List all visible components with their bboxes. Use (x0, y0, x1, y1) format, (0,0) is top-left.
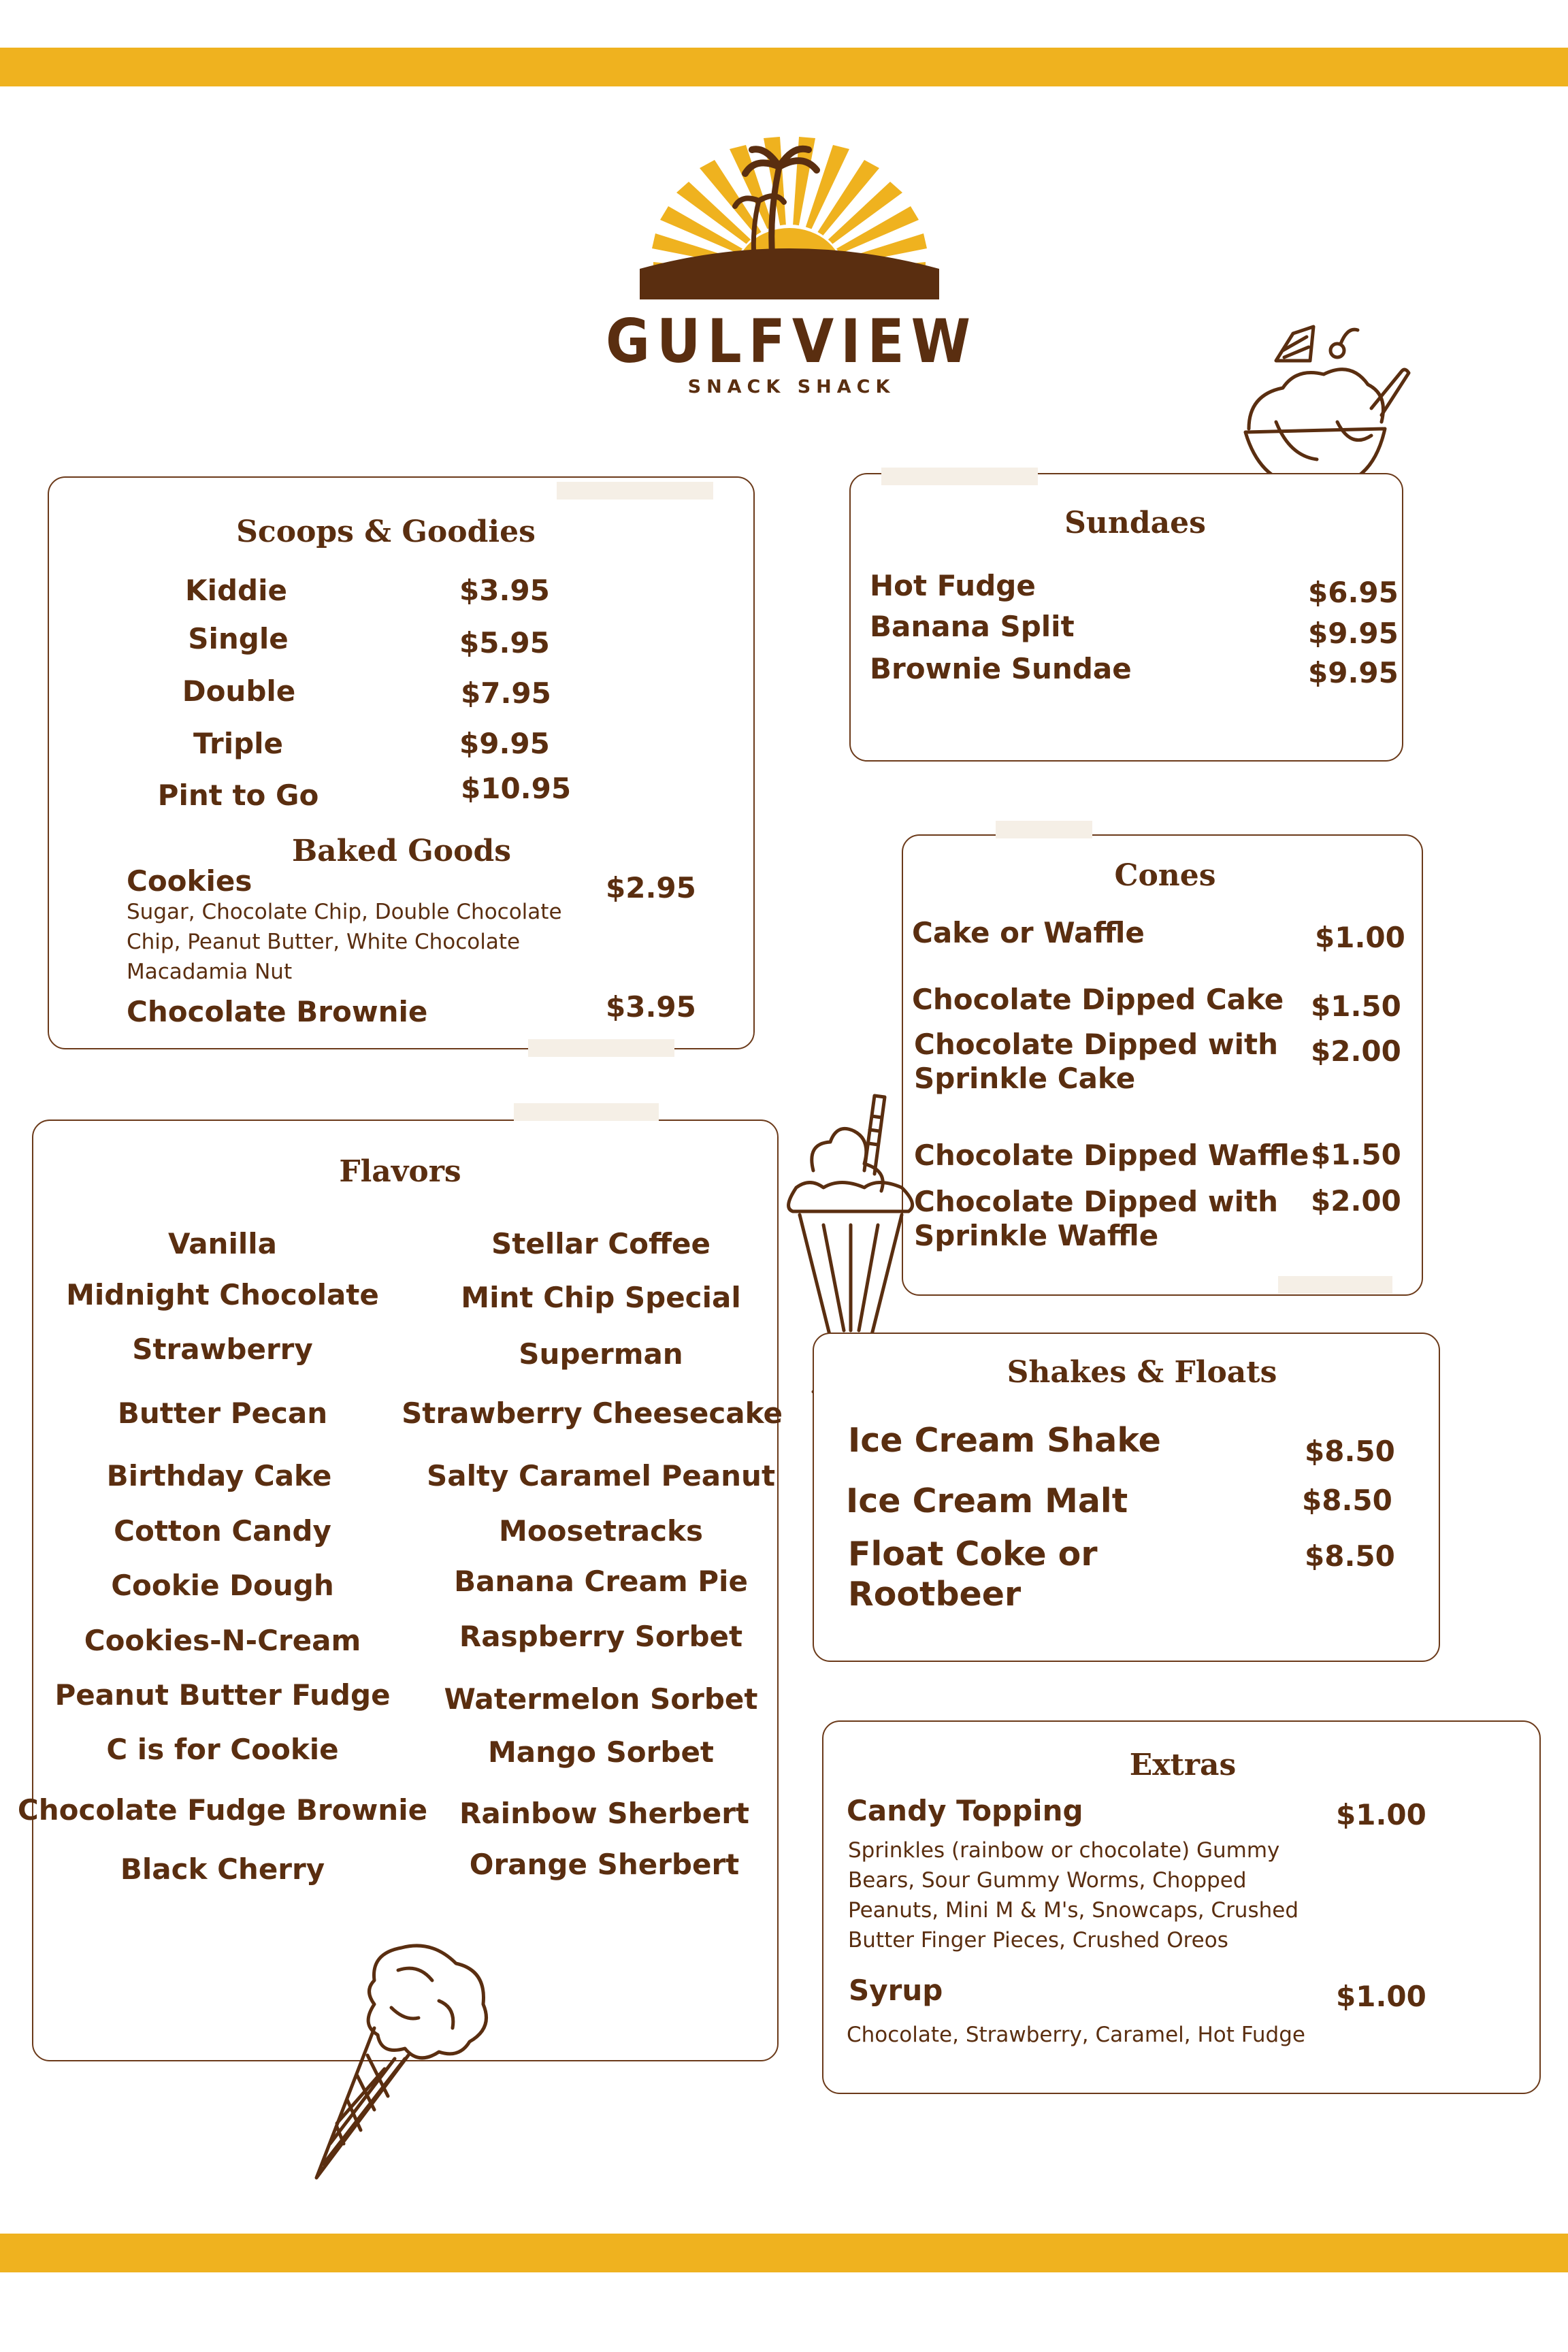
sundae-item-name: Hot Fudge (870, 569, 1036, 602)
cone-item-price: $1.50 (1311, 1138, 1401, 1171)
scoop-item-price: $9.95 (459, 727, 550, 760)
flavor-item: Raspberry Sorbet (459, 1620, 743, 1653)
baked-title: Baked Goods (291, 834, 512, 868)
sundae-item-price: $9.95 (1308, 656, 1399, 689)
cookies-name: Cookies (127, 864, 252, 898)
flavor-item: Strawberry (132, 1333, 313, 1366)
sundae-item-price: $9.95 (1308, 617, 1399, 650)
sundaes-title: Sundaes (1064, 506, 1206, 540)
brownie-price: $3.95 (606, 990, 696, 1024)
cone-item-name: Chocolate Dipped Cake (912, 983, 1284, 1016)
cookies-description: Sugar, Chocolate Chip, Double Chocolate Chip, Peanut Butter, White Chocolate Macadamia Nut (127, 900, 562, 985)
flavor-item: Moosetracks (499, 1514, 703, 1548)
flavor-item: Chocolate Fudge Brownie (17, 1793, 428, 1827)
shake-item-price: $8.50 (1305, 1539, 1395, 1573)
flavor-item: Cookie Dough (111, 1569, 334, 1602)
flavor-item: Butter Pecan (117, 1396, 328, 1430)
scoop-item-name: Kiddie (185, 574, 287, 607)
sun-palm-logo-icon (633, 119, 946, 310)
sundae-item-name: Brownie Sundae (870, 652, 1132, 685)
brand-tagline: SNACK SHACK (687, 376, 896, 397)
shake-item-price: $8.50 (1305, 1435, 1395, 1468)
cones-title: Cones (1114, 858, 1216, 893)
cone-item-name: Chocolate Dipped with Sprinkle Waffle (914, 1185, 1278, 1253)
flavor-item: Cotton Candy (114, 1514, 331, 1548)
candy-topping-name: Candy Topping (847, 1794, 1083, 1827)
scoops-title: Scoops & Goodies (236, 514, 536, 549)
tape-decoration (528, 1039, 674, 1057)
syrup-price: $1.00 (1336, 1980, 1426, 2013)
tape-decoration (557, 482, 713, 500)
scoop-item-name: Double (182, 674, 296, 708)
cone-item-price: $1.50 (1311, 990, 1401, 1023)
cone-item-price: $2.00 (1311, 1034, 1401, 1068)
flavor-item: Salty Caramel Peanut (426, 1459, 776, 1492)
candy-topping-description: Sprinkles (rainbow or chocolate) Gummy Bears, Sour Gummy Worms, Chopped Peanuts, Mini M & M's, Snowcaps, Crushed Butter Finger Pieces, Crushed Oreos (848, 1838, 1299, 1953)
cone-item-name: Chocolate Dipped with Sprinkle Cake (914, 1028, 1278, 1096)
shake-item-name: Ice Cream Malt (846, 1482, 1128, 1520)
shake-item-name: Ice Cream Shake (848, 1421, 1161, 1460)
flavor-item: C is for Cookie (106, 1733, 339, 1766)
tape-decoration (514, 1103, 659, 1121)
tape-decoration (881, 468, 1038, 485)
shake-item-name: Float Coke or Rootbeer (848, 1535, 1098, 1614)
cone-item-name: Cake or Waffle (912, 916, 1145, 949)
flavor-item: Banana Cream Pie (454, 1565, 748, 1598)
ice-cream-cone-icon (310, 1940, 527, 2191)
scoop-item-price: $3.95 (459, 574, 550, 607)
shakes-title: Shakes & Floats (1007, 1355, 1277, 1390)
flavor-item: Stellar Coffee (491, 1227, 710, 1260)
flavor-item: Superman (519, 1337, 683, 1371)
flavor-item: Black Cherry (120, 1852, 325, 1886)
flavor-item: Strawberry Cheesecake (402, 1396, 783, 1430)
bottom-accent-band (0, 2234, 1568, 2272)
cone-item-price: $2.00 (1311, 1184, 1401, 1218)
flavor-item: Rainbow Sherbert (459, 1797, 750, 1830)
scoop-item-name: Single (188, 622, 289, 655)
cookies-price: $2.95 (606, 871, 696, 904)
scoop-item-price: $7.95 (461, 676, 551, 710)
sundae-item-name: Banana Split (870, 610, 1075, 643)
flavor-item: Birthday Cake (106, 1459, 332, 1492)
flavor-item: Orange Sherbert (469, 1848, 740, 1881)
flavor-item: Cookies-N-Cream (84, 1624, 361, 1657)
flavor-item: Midnight Chocolate (66, 1278, 379, 1311)
brownie-name: Chocolate Brownie (127, 995, 428, 1028)
scoop-item-price: $10.95 (461, 772, 572, 805)
top-accent-band (0, 48, 1568, 86)
scoop-item-price: $5.95 (459, 626, 550, 659)
brand-name: GULFVIEW (606, 306, 977, 376)
candy-topping-price: $1.00 (1336, 1798, 1426, 1831)
flavor-item: Watermelon Sorbet (444, 1682, 758, 1716)
syrup-description: Chocolate, Strawberry, Caramel, Hot Fudge (847, 2023, 1305, 2047)
flavor-item: Peanut Butter Fudge (54, 1678, 391, 1712)
tape-decoration (1278, 1276, 1392, 1294)
cone-item-price: $1.00 (1315, 921, 1405, 954)
flavor-item: Mint Chip Special (461, 1281, 741, 1314)
scoop-item-name: Triple (193, 727, 284, 760)
flavor-item: Vanilla (168, 1227, 277, 1260)
flavors-title: Flavors (339, 1154, 461, 1189)
cone-item-name: Chocolate Dipped Waffle (914, 1139, 1309, 1172)
flavor-item: Mango Sorbet (487, 1735, 715, 1769)
syrup-name: Syrup (849, 1974, 943, 2007)
shake-item-price: $8.50 (1302, 1484, 1392, 1517)
extras-title: Extras (1129, 1748, 1237, 1782)
sundae-item-price: $6.95 (1308, 576, 1399, 609)
tape-decoration (996, 821, 1092, 838)
scoop-item-name: Pint to Go (157, 779, 319, 812)
